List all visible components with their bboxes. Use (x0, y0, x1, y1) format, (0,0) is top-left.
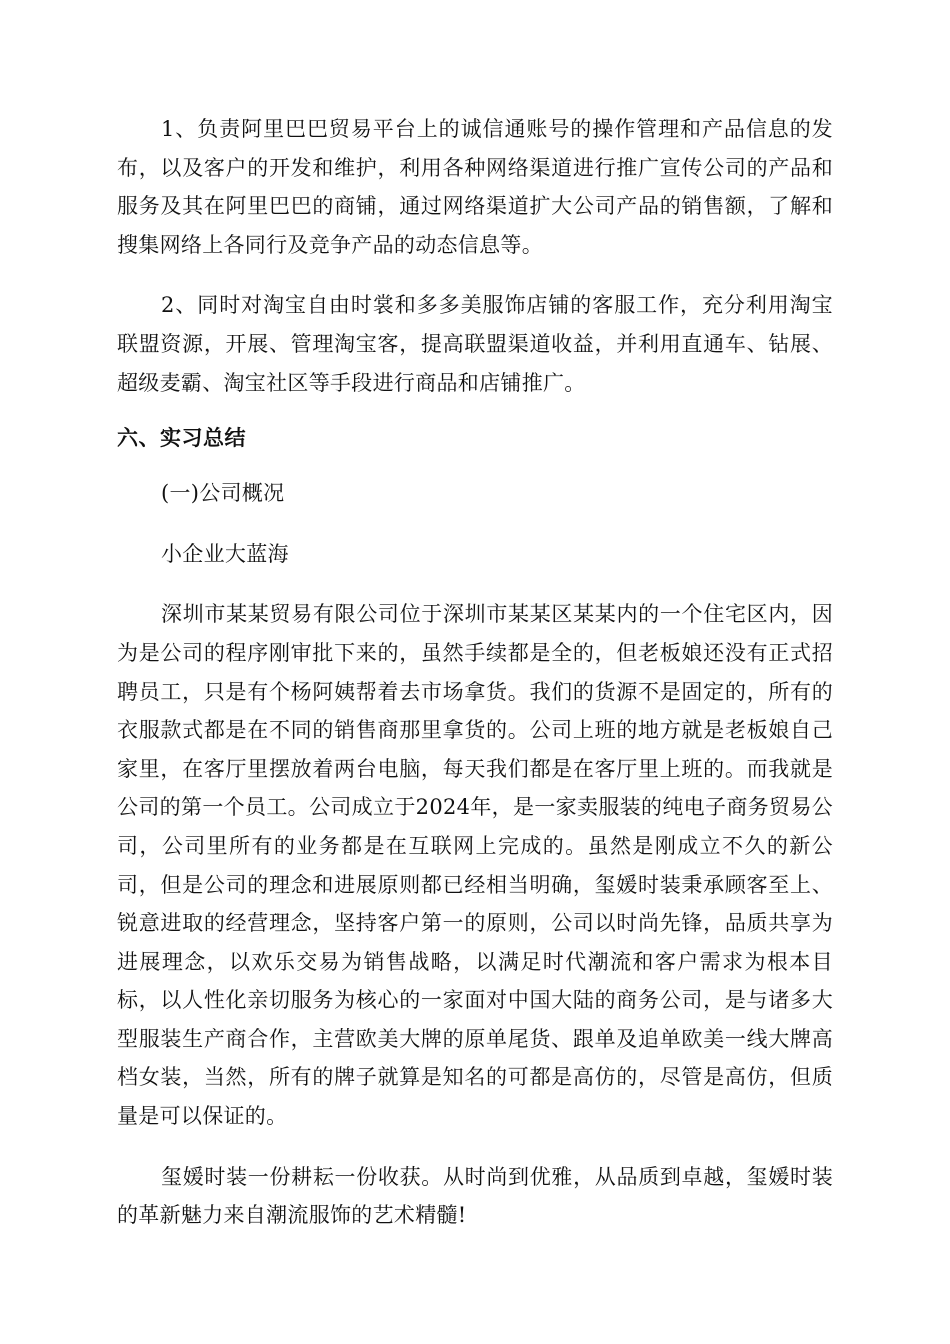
subheading-company-overview: (一)公司概况 (161, 481, 285, 506)
document-page (117, 110, 833, 1235)
paragraph-duty-1: 1、负责阿里巴巴贸易平台上的诚信通账号的操作管理和产品信息的发布，以及客户的开发和维护，利用各种网络渠道进行推广宣传公司的产品和服务及其在阿里巴巴的商铺，通过网络渠道扩大公司产品的销售额，了解和搜集网络上各同行及竞争产品的动态信息等。 (117, 117, 833, 257)
paragraph-duty-2: 2、同时对淘宝自由时裳和多多美服饰店铺的客服工作，充分利用淘宝联盟资源，开展、管理淘宝客，提高联盟渠道收益，并利用直通车、钻展、超级麦霸、淘宝社区等手段进行商品和店铺推广。 (117, 293, 833, 395)
paragraph-closing: 玺媛时装一份耕耘一份收获。从时尚到优雅，从品质到卓越，玺媛时装的革新魅力来自潮流服饰的艺术精髓! (117, 1164, 833, 1228)
subheading-small-enterprise: 小企业大蓝海 (161, 541, 289, 566)
section-heading: 六、实习总结 (117, 426, 246, 451)
paragraph-company-description: 深圳市某某贸易有限公司位于深圳市某某区某某内的一个住宅区内，因为是公司的程序刚审批下来的，虽然手续都是全的，但老板娘还没有正式招聘员工，只是有个杨阿姨帮着去市场拿货。我们的货源不是固定的，所有的衣服款式都是在不同的销售商那里拿货的。公司上班的地方就是老板娘自己家里，在客厅里摆放着两台电脑，每天我们都是在客厅里上班的。而我就是公司的第一个员工。公司成立于2024年，是一家卖服装的纯电子商务贸易公司，公司里所有的业务都是在互联网上完成的。虽然是刚成立不久的新公司，但是公司的理念和进展原则都已经相当明确，玺媛时装秉承顾客至上、锐意进取的经营理念，坚持客户第一的原则，公司以时尚先锋，品质共享为进展理念，以欢乐交易为销售战略，以满足时代潮流和客户需求为根本目标，以人性化亲切服务为核心的一家面对中国大陆的商务公司，是与诸多大型服装生产商合作，主营欧美大牌的原单尾货、跟单及追单欧美一线大牌高档女装，当然，所有的牌子就算是知名的可都是高仿的，尽管是高仿，但质量是可以保证的。 (117, 602, 833, 1129)
